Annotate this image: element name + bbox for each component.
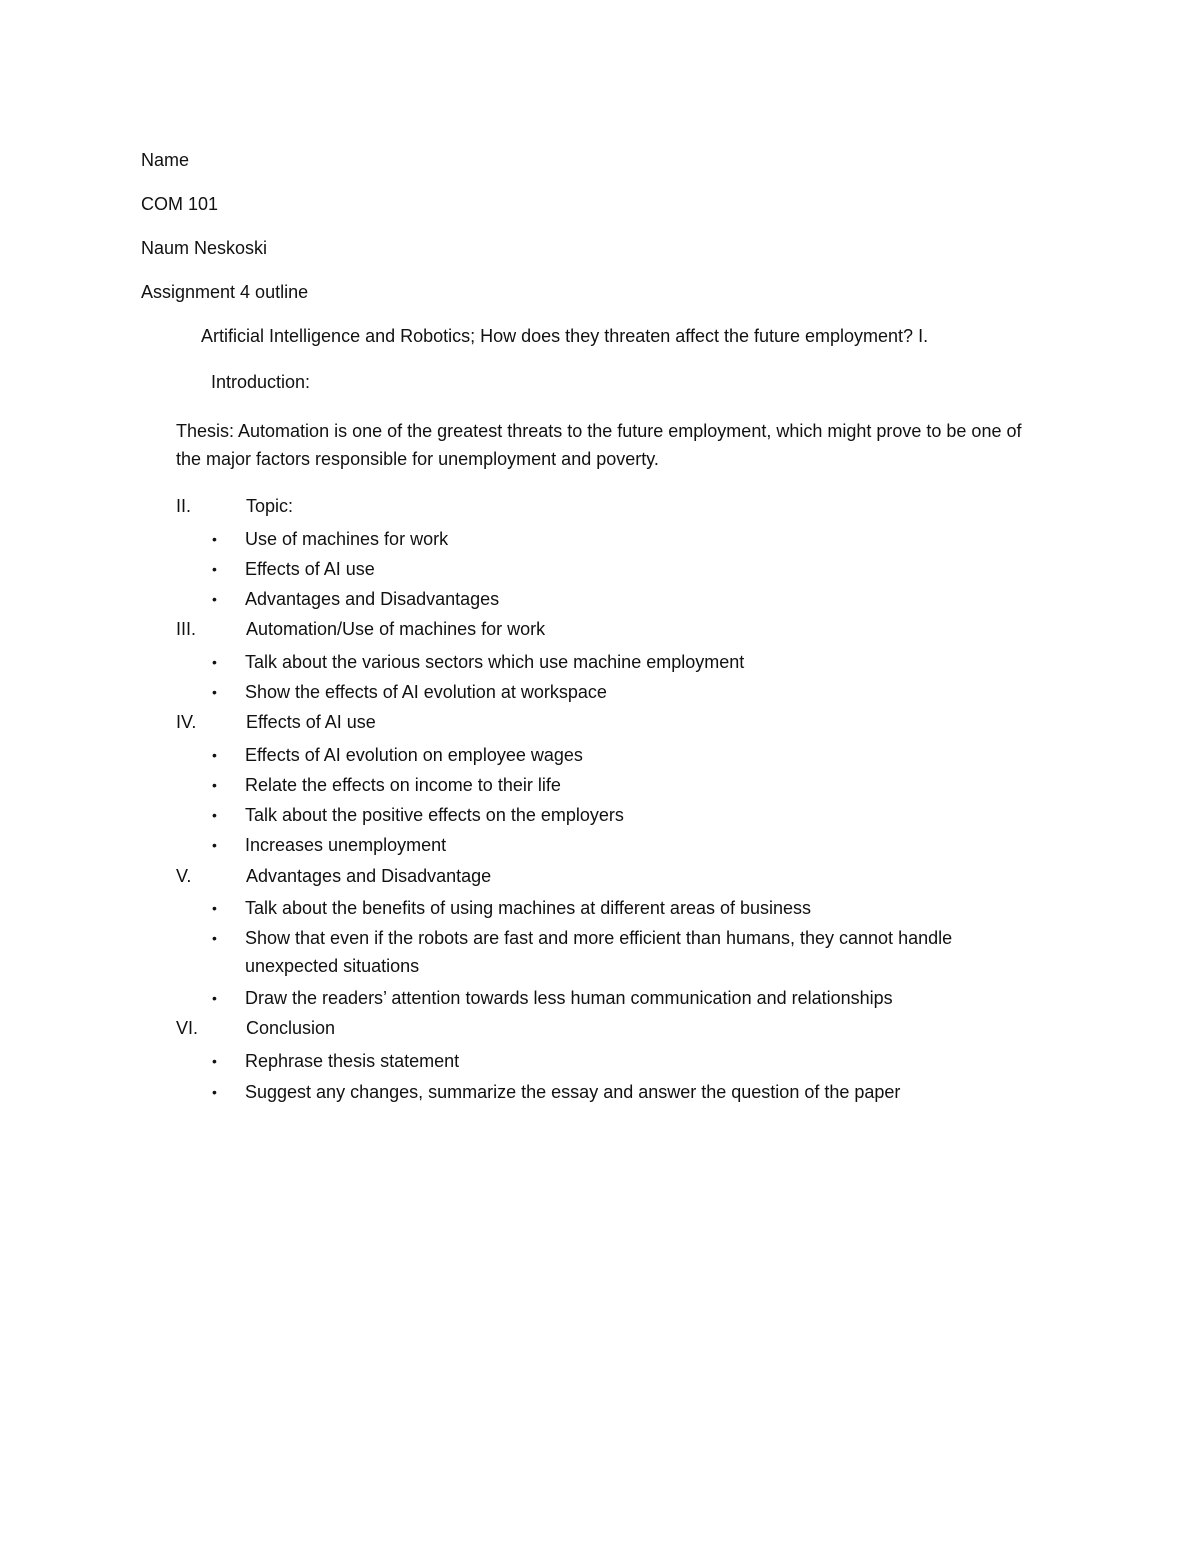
bullet-dot: •: [212, 591, 217, 607]
bullet-dot: •: [212, 900, 217, 916]
bullet-dot: •: [212, 531, 217, 547]
bullet-dot: •: [212, 1053, 217, 1069]
section-numeral: VI.: [176, 1018, 199, 1038]
bullet-dot: •: [212, 777, 217, 793]
outline-bullet: Advantages and Disadvantages: [245, 589, 500, 609]
paper-title: Artificial Intelligence and Robotics; How does they threaten affect the future employment? I.: [201, 326, 929, 346]
bullet-dot: •: [212, 747, 217, 763]
outline-bullet: Suggest any changes, summarize the essay and answer the question of the paper: [245, 1082, 901, 1102]
outline-bullet: Increases unemployment: [245, 835, 447, 855]
outline-bullet: Talk about the various sectors which use machine employment: [245, 652, 745, 672]
outline-bullet: Rephrase thesis statement: [245, 1051, 460, 1071]
outline-bullet: Relate the effects on income to their life: [245, 775, 561, 795]
bullet-dot: •: [212, 990, 217, 1006]
instructor-name: Naum Neskoski: [141, 238, 268, 258]
section-heading: Effects of AI use: [246, 712, 376, 732]
section-heading: Conclusion: [246, 1018, 336, 1038]
assignment-title: Assignment 4 outline: [141, 282, 309, 302]
outline-bullet: Use of machines for work: [245, 529, 449, 549]
bullet-dot: •: [212, 684, 217, 700]
outline-bullet: Show the effects of AI evolution at workspace: [245, 682, 607, 702]
bullet-dot: •: [212, 561, 217, 577]
outline-bullet: Draw the readers’ attention towards less human communication and relationships: [245, 988, 893, 1008]
outline-bullet: Effects of AI evolution on employee wages: [245, 745, 583, 765]
section-numeral: III.: [176, 619, 197, 639]
section-numeral: II.: [176, 496, 192, 516]
section-numeral: V.: [176, 866, 192, 886]
bullet-dot: •: [212, 654, 217, 670]
bullet-dot: •: [212, 930, 217, 946]
section-heading: Automation/Use of machines for work: [246, 619, 546, 639]
bullet-dot: •: [212, 1084, 217, 1100]
bullet-dot: •: [212, 807, 217, 823]
introduction-heading: Introduction:: [211, 372, 311, 392]
outline-bullet: Talk about the benefits of using machines at different areas of business: [245, 898, 812, 918]
section-numeral: IV.: [176, 712, 197, 732]
thesis-statement: Thesis: Automation is one of the greatest threats to the future employment, which might prove to be one of the major factors responsible for unemployment and poverty.: [176, 421, 1022, 469]
student-name: Name: [141, 150, 190, 170]
section-heading: Topic:: [246, 496, 294, 516]
outline-bullet: Talk about the positive effects on the employers: [245, 805, 624, 825]
section-heading: Advantages and Disadvantage: [246, 866, 492, 886]
outline-bullet: Effects of AI use: [245, 559, 375, 579]
course-code: COM 101: [141, 194, 219, 214]
bullet-dot: •: [212, 837, 217, 853]
outline-bullet: Show that even if the robots are fast and more efficient than humans, they cannot handle unexpected situations: [245, 928, 953, 976]
